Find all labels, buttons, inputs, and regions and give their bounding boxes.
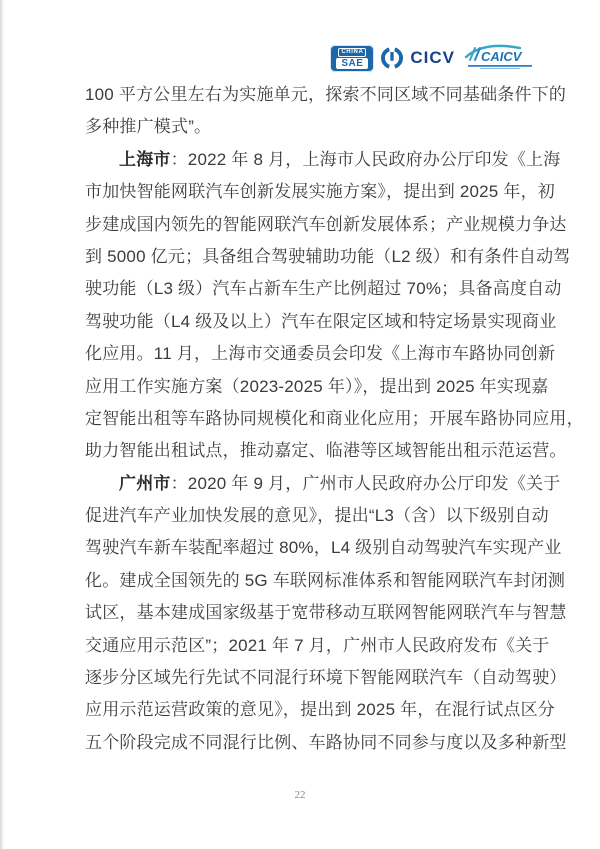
paragraph-lead: 上海市 (119, 149, 171, 169)
text-line: 到 5000 亿元；具备组合驾驶辅助功能（L2 级）和有条件自动驾 (85, 246, 571, 266)
text-line: 化。建成全国领先的 5G 车联网标准体系和智能网联汽车封闭测 (85, 570, 566, 590)
text-line: 驾驶功能（L4 级及以上）汽车在限定区域和特定场景实现商业 (85, 311, 557, 331)
china-sae-logo-bottom-label: SAE (336, 58, 368, 69)
text-line: 促进汽车产业加快发展的意见》，提出“L3（含）以下级别自动 (85, 506, 549, 526)
text-line: 逐步分区域先行先试不同混行环境下智能网联汽车（自动驾驶） (85, 668, 567, 688)
text-line: 化应用。11 月，上海市交通委员会印发《上海市车路协同创新 (85, 344, 556, 364)
text-line: 上海市：2022 年 8 月，上海市人民政府办公厅印发《上海 (119, 149, 561, 169)
text-line: 广州市：2020 年 9 月，广州市人民政府办公厅印发《关于 (119, 473, 561, 493)
text-line: 驾驶汽车新车装配率超过 80%，L4 级别自动驾驶汽车实现产业 (85, 538, 562, 558)
cicv-circle-icon (381, 47, 403, 69)
text-line: 多种推广模式”。 (85, 117, 212, 137)
page-scan-edge (0, 0, 4, 849)
page-number: 22 (294, 789, 306, 801)
text-line: 市加快智能网联汽车创新发展实施方案》，提出到 2025 年，初 (85, 182, 555, 202)
text-line: 驶功能（L3 级）汽车占新车生产比例超过 70%；具备高度自动 (85, 279, 562, 299)
text-line: 交通应用示范区”；2021 年 7 月，广州市人民政府发布《关于 (85, 635, 550, 655)
china-sae-logo-top-label: CHINA (338, 48, 366, 57)
text-line: 试区，基本建成国家级基于宽带移动互联网智能网联汽车与智慧 (85, 603, 567, 623)
caicv-logo-text: CAICV (481, 49, 522, 64)
text-line: 步建成国内领先的智能网联汽车创新发展体系；产业规模力争达 (85, 214, 567, 234)
page-header (330, 42, 538, 74)
caicv-logo (462, 43, 538, 73)
paragraph-lead: 广州市 (119, 473, 171, 493)
text-line: 应用工作实施方案（2023-2025 年）》，提出到 2025 年实现嘉 (85, 376, 549, 396)
text-line: 100 平方公里左右为实施单元，探索不同区域不同基础条件下的 (85, 85, 567, 104)
text-line: 助力智能出租试点，推动嘉定、临港等区域智能出租示范运营。 (85, 441, 567, 461)
cicv-logo-text: CICV (410, 48, 455, 67)
text-line: 应用示范运营政策的意见》，提出到 2025 年，在混行试点区分 (85, 700, 555, 720)
document-body (85, 79, 584, 759)
china-sae-logo (330, 45, 374, 72)
page-footer (0, 785, 600, 803)
text-line: 五个阶段完成不同混行比例、车路协同不同参与度以及多种新型 (85, 732, 567, 752)
text-line: 定智能出租等车路协同规模化和商业化应用；开展车路协同应用， (85, 408, 584, 428)
